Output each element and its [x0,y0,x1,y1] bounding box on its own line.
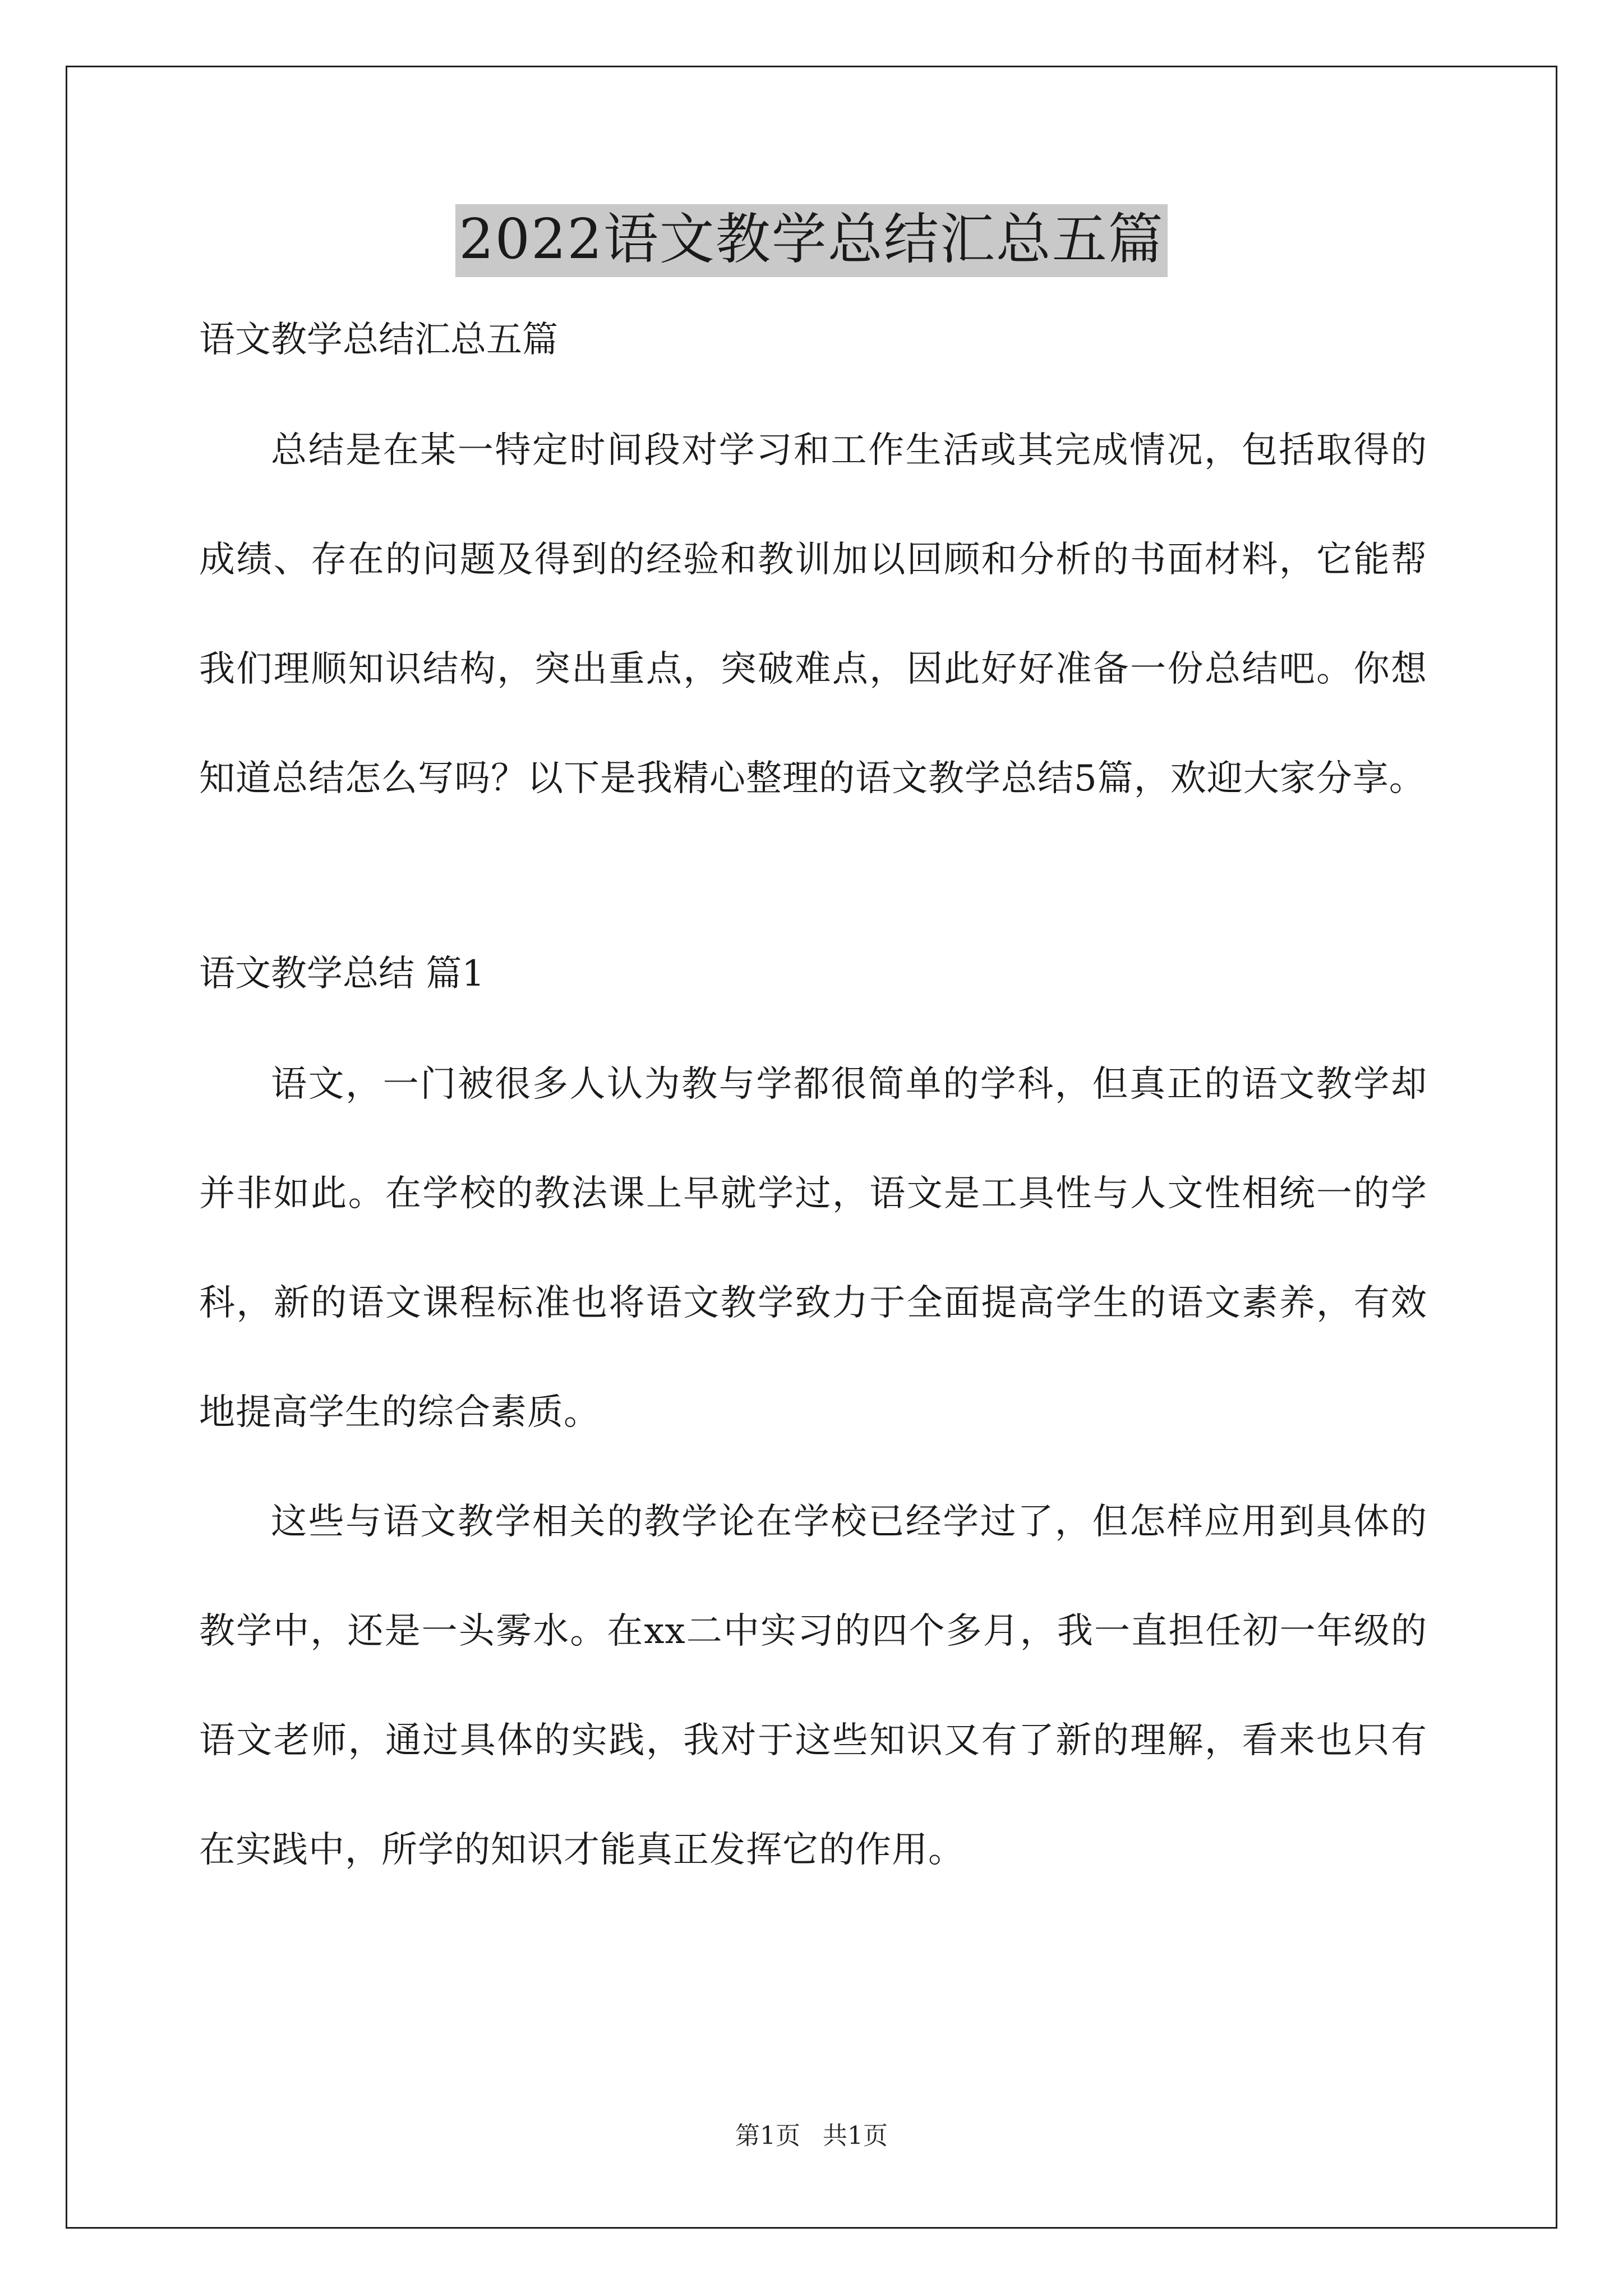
body-paragraph: 这些与语文教学相关的教学论在学校已经学过了，但怎样应用到具体的教学中，还是一头雾水。在xx二中实习的四个多月，我一直担任初一年级的语文老师，通过具体的实践，我对于这些知识又有了新的理解，看来也只有在实践中，所学的知识才能真正发挥它的作用。 [199,1501,1427,1871]
intro-paragraph: 总结是在某一特定时间段对学习和工作生活或其完成情况，包括取得的成绩、存在的问题及得到的经验和教训加以回顾和分析的书面材料，它能帮我们理顺知识结构，突出重点，突破难点，因此好好准备一份总结吧。你想知道总结怎么写吗？以下是我精心整理的语文教学总结5篇，欢迎大家分享。 [199,430,1427,799]
document-subtitle: 语文教学总结汇总五篇 [199,319,558,361]
section-heading: 语文教学总结 篇1 [199,953,485,995]
document-title-text: 2022语文教学总结汇总五篇 [455,204,1167,277]
document-title [0,203,1623,276]
body-paragraph: 语文，一门被很多人认为教与学都很简单的学科，但真正的语文教学却并非如此。在学校的教法课上早就学过，语文是工具性与人文性相统一的学科，新的语文课程标准也将语文教学致力于全面提高学生的语文素养，有效地提高学生的综合素质。 [199,1064,1427,1433]
page-number: 第1页 [735,2122,800,2150]
page-total: 共1页 [823,2122,888,2150]
document-body [199,312,1427,1905]
page-footer [0,2119,1623,2153]
